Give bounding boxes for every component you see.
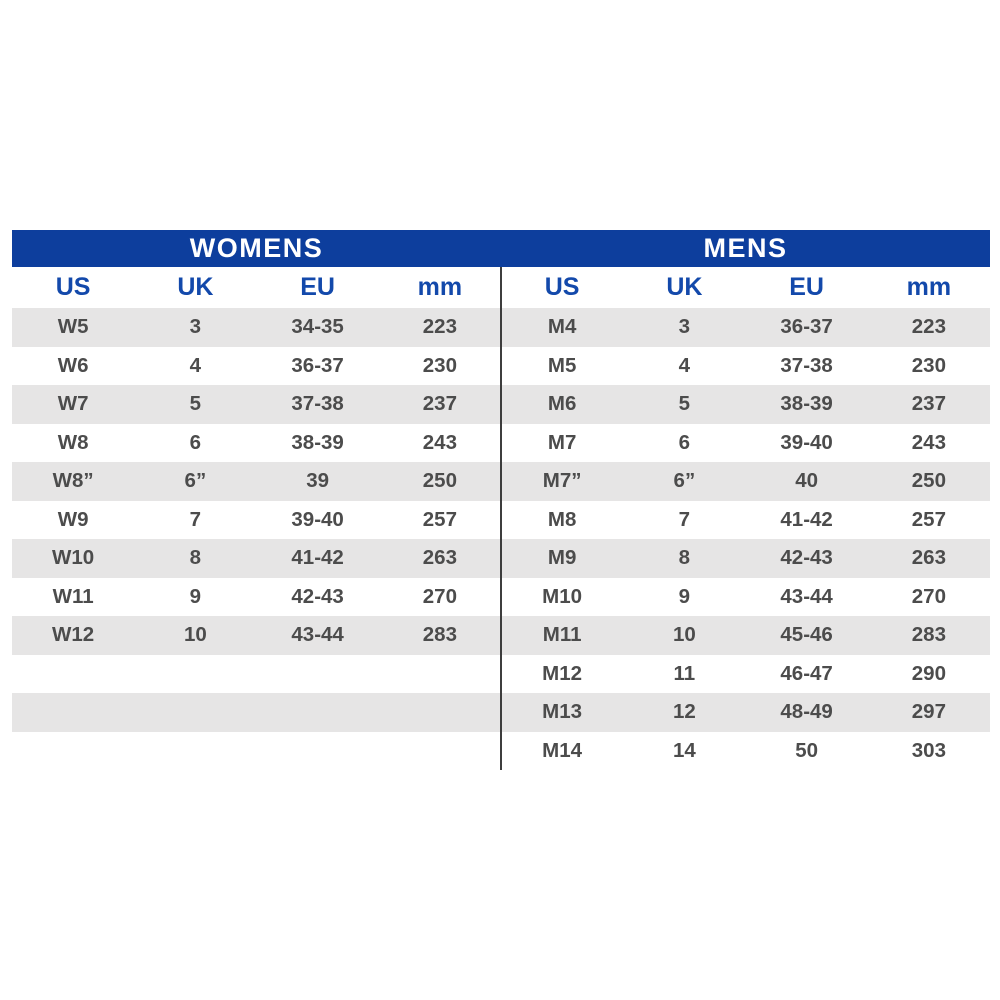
cell-mm: 290	[911, 661, 946, 685]
cell-us: M5	[547, 353, 577, 377]
row-half	[12, 616, 501, 655]
cell-us: M6	[547, 392, 577, 416]
cell-mm	[379, 693, 501, 732]
mens-section-title: MENS	[703, 233, 788, 263]
mens-header-uk: UK	[666, 273, 703, 301]
cell-eu: 41-42	[780, 507, 833, 531]
cell-eu: 39-40	[291, 507, 344, 531]
cell-mm: 237	[911, 392, 946, 416]
row-half	[12, 539, 501, 578]
cell-uk: 5	[189, 392, 202, 416]
row-half	[501, 308, 990, 347]
cell-mm: 223	[911, 315, 946, 339]
section-divider-line	[500, 267, 502, 770]
cell-mm: 303	[911, 738, 946, 762]
cell-uk: 4	[678, 353, 691, 377]
cell-uk: 8	[189, 546, 202, 570]
cell-us: M4	[547, 315, 577, 339]
cell-uk	[134, 732, 256, 771]
cell-mm	[379, 732, 501, 771]
cell-eu: 38-39	[780, 392, 833, 416]
cell-us: M14	[542, 738, 583, 762]
table-title-bar	[12, 230, 990, 267]
cell-eu	[257, 732, 379, 771]
cell-mm: 230	[911, 353, 946, 377]
cell-eu: 40	[795, 469, 819, 493]
womens-header-eu: EU	[300, 273, 335, 301]
mens-header-eu: EU	[789, 273, 824, 301]
row-half	[501, 462, 990, 501]
cell-eu: 42-43	[291, 584, 344, 608]
cell-eu: 50	[795, 738, 819, 762]
row-half	[12, 732, 501, 771]
cell-uk: 6	[189, 430, 202, 454]
row-half	[12, 424, 501, 463]
cell-mm: 230	[422, 353, 457, 377]
womens-column-headers	[12, 267, 501, 308]
cell-mm: 243	[422, 430, 457, 454]
cell-mm: 250	[911, 469, 946, 493]
row-half	[12, 385, 501, 424]
cell-us: M10	[542, 584, 583, 608]
shoe-size-table	[12, 230, 990, 770]
mens-header-mm: mm	[906, 273, 952, 301]
row-half	[501, 385, 990, 424]
cell-uk: 6”	[673, 469, 696, 493]
cell-eu: 39-40	[780, 430, 833, 454]
cell-mm: 283	[422, 623, 457, 647]
cell-eu: 37-38	[291, 392, 344, 416]
cell-us: W12	[52, 623, 95, 647]
row-half	[501, 424, 990, 463]
cell-mm: 283	[911, 623, 946, 647]
cell-uk: 6”	[184, 469, 207, 493]
cell-eu: 37-38	[780, 353, 833, 377]
cell-uk: 7	[678, 507, 691, 531]
cell-us: M7	[547, 430, 577, 454]
cell-uk: 12	[672, 700, 696, 724]
cell-mm: 270	[911, 584, 946, 608]
cell-mm: 237	[422, 392, 457, 416]
row-half	[12, 655, 501, 694]
row-half	[12, 693, 501, 732]
row-half	[501, 693, 990, 732]
row-half	[12, 347, 501, 386]
cell-eu: 46-47	[780, 661, 833, 685]
cell-us: M9	[547, 546, 577, 570]
womens-header-mm: mm	[417, 273, 463, 301]
cell-mm: 297	[911, 700, 946, 724]
row-half	[12, 462, 501, 501]
cell-eu: 48-49	[780, 700, 833, 724]
cell-uk: 7	[189, 507, 202, 531]
cell-us: M11	[542, 623, 582, 647]
cell-uk: 8	[678, 546, 691, 570]
cell-eu: 38-39	[291, 430, 344, 454]
cell-uk: 10	[672, 623, 696, 647]
cell-mm: 257	[422, 507, 457, 531]
cell-mm: 270	[422, 584, 457, 608]
cell-us: W11	[52, 584, 94, 608]
mens-header-us: US	[544, 273, 580, 301]
cell-us: W9	[57, 507, 89, 531]
row-half	[501, 539, 990, 578]
cell-eu: 36-37	[291, 353, 344, 377]
cell-uk: 9	[678, 584, 691, 608]
womens-header-us: US	[55, 273, 91, 301]
mens-column-headers	[501, 267, 990, 308]
cell-eu: 42-43	[780, 546, 833, 570]
cell-eu	[257, 655, 379, 694]
cell-us: W7	[57, 392, 89, 416]
cell-mm: 263	[422, 546, 457, 570]
cell-uk: 11	[673, 661, 696, 685]
cell-uk: 5	[678, 392, 691, 416]
cell-uk: 10	[183, 623, 207, 647]
cell-us: M7”	[542, 469, 582, 493]
cell-eu: 36-37	[780, 315, 833, 339]
cell-mm: 243	[911, 430, 946, 454]
row-half	[501, 501, 990, 540]
cell-mm	[379, 655, 501, 694]
cell-eu	[257, 693, 379, 732]
row-half	[501, 347, 990, 386]
cell-us: W8	[57, 430, 89, 454]
cell-us: W8”	[52, 469, 94, 493]
cell-eu: 43-44	[291, 623, 344, 647]
row-half	[501, 732, 990, 771]
row-half	[12, 501, 501, 540]
cell-eu: 43-44	[780, 584, 833, 608]
cell-uk: 6	[678, 430, 691, 454]
cell-uk: 3	[678, 315, 691, 339]
cell-uk	[134, 655, 256, 694]
cell-us	[12, 655, 134, 694]
cell-uk: 4	[189, 353, 202, 377]
cell-mm: 250	[422, 469, 457, 493]
cell-us: W5	[57, 315, 89, 339]
cell-uk: 3	[189, 315, 202, 339]
cell-us	[12, 693, 134, 732]
cell-us: M12	[542, 661, 583, 685]
cell-mm: 223	[422, 315, 457, 339]
row-half	[501, 616, 990, 655]
row-half	[501, 655, 990, 694]
cell-eu: 45-46	[780, 623, 833, 647]
cell-eu: 39	[306, 469, 330, 493]
row-half	[12, 578, 501, 617]
row-half	[12, 308, 501, 347]
cell-uk: 9	[189, 584, 202, 608]
cell-us: W6	[57, 353, 89, 377]
cell-eu: 34-35	[291, 315, 344, 339]
womens-section-title: WOMENS	[189, 233, 324, 263]
cell-mm: 257	[911, 507, 946, 531]
cell-uk	[134, 693, 256, 732]
row-half	[501, 578, 990, 617]
cell-us	[12, 732, 134, 771]
cell-uk: 14	[672, 738, 696, 762]
womens-header-uk: UK	[177, 273, 214, 301]
cell-us: M8	[547, 507, 577, 531]
cell-mm: 263	[911, 546, 946, 570]
cell-us: W10	[52, 546, 95, 570]
cell-eu: 41-42	[291, 546, 344, 570]
cell-us: M13	[542, 700, 583, 724]
